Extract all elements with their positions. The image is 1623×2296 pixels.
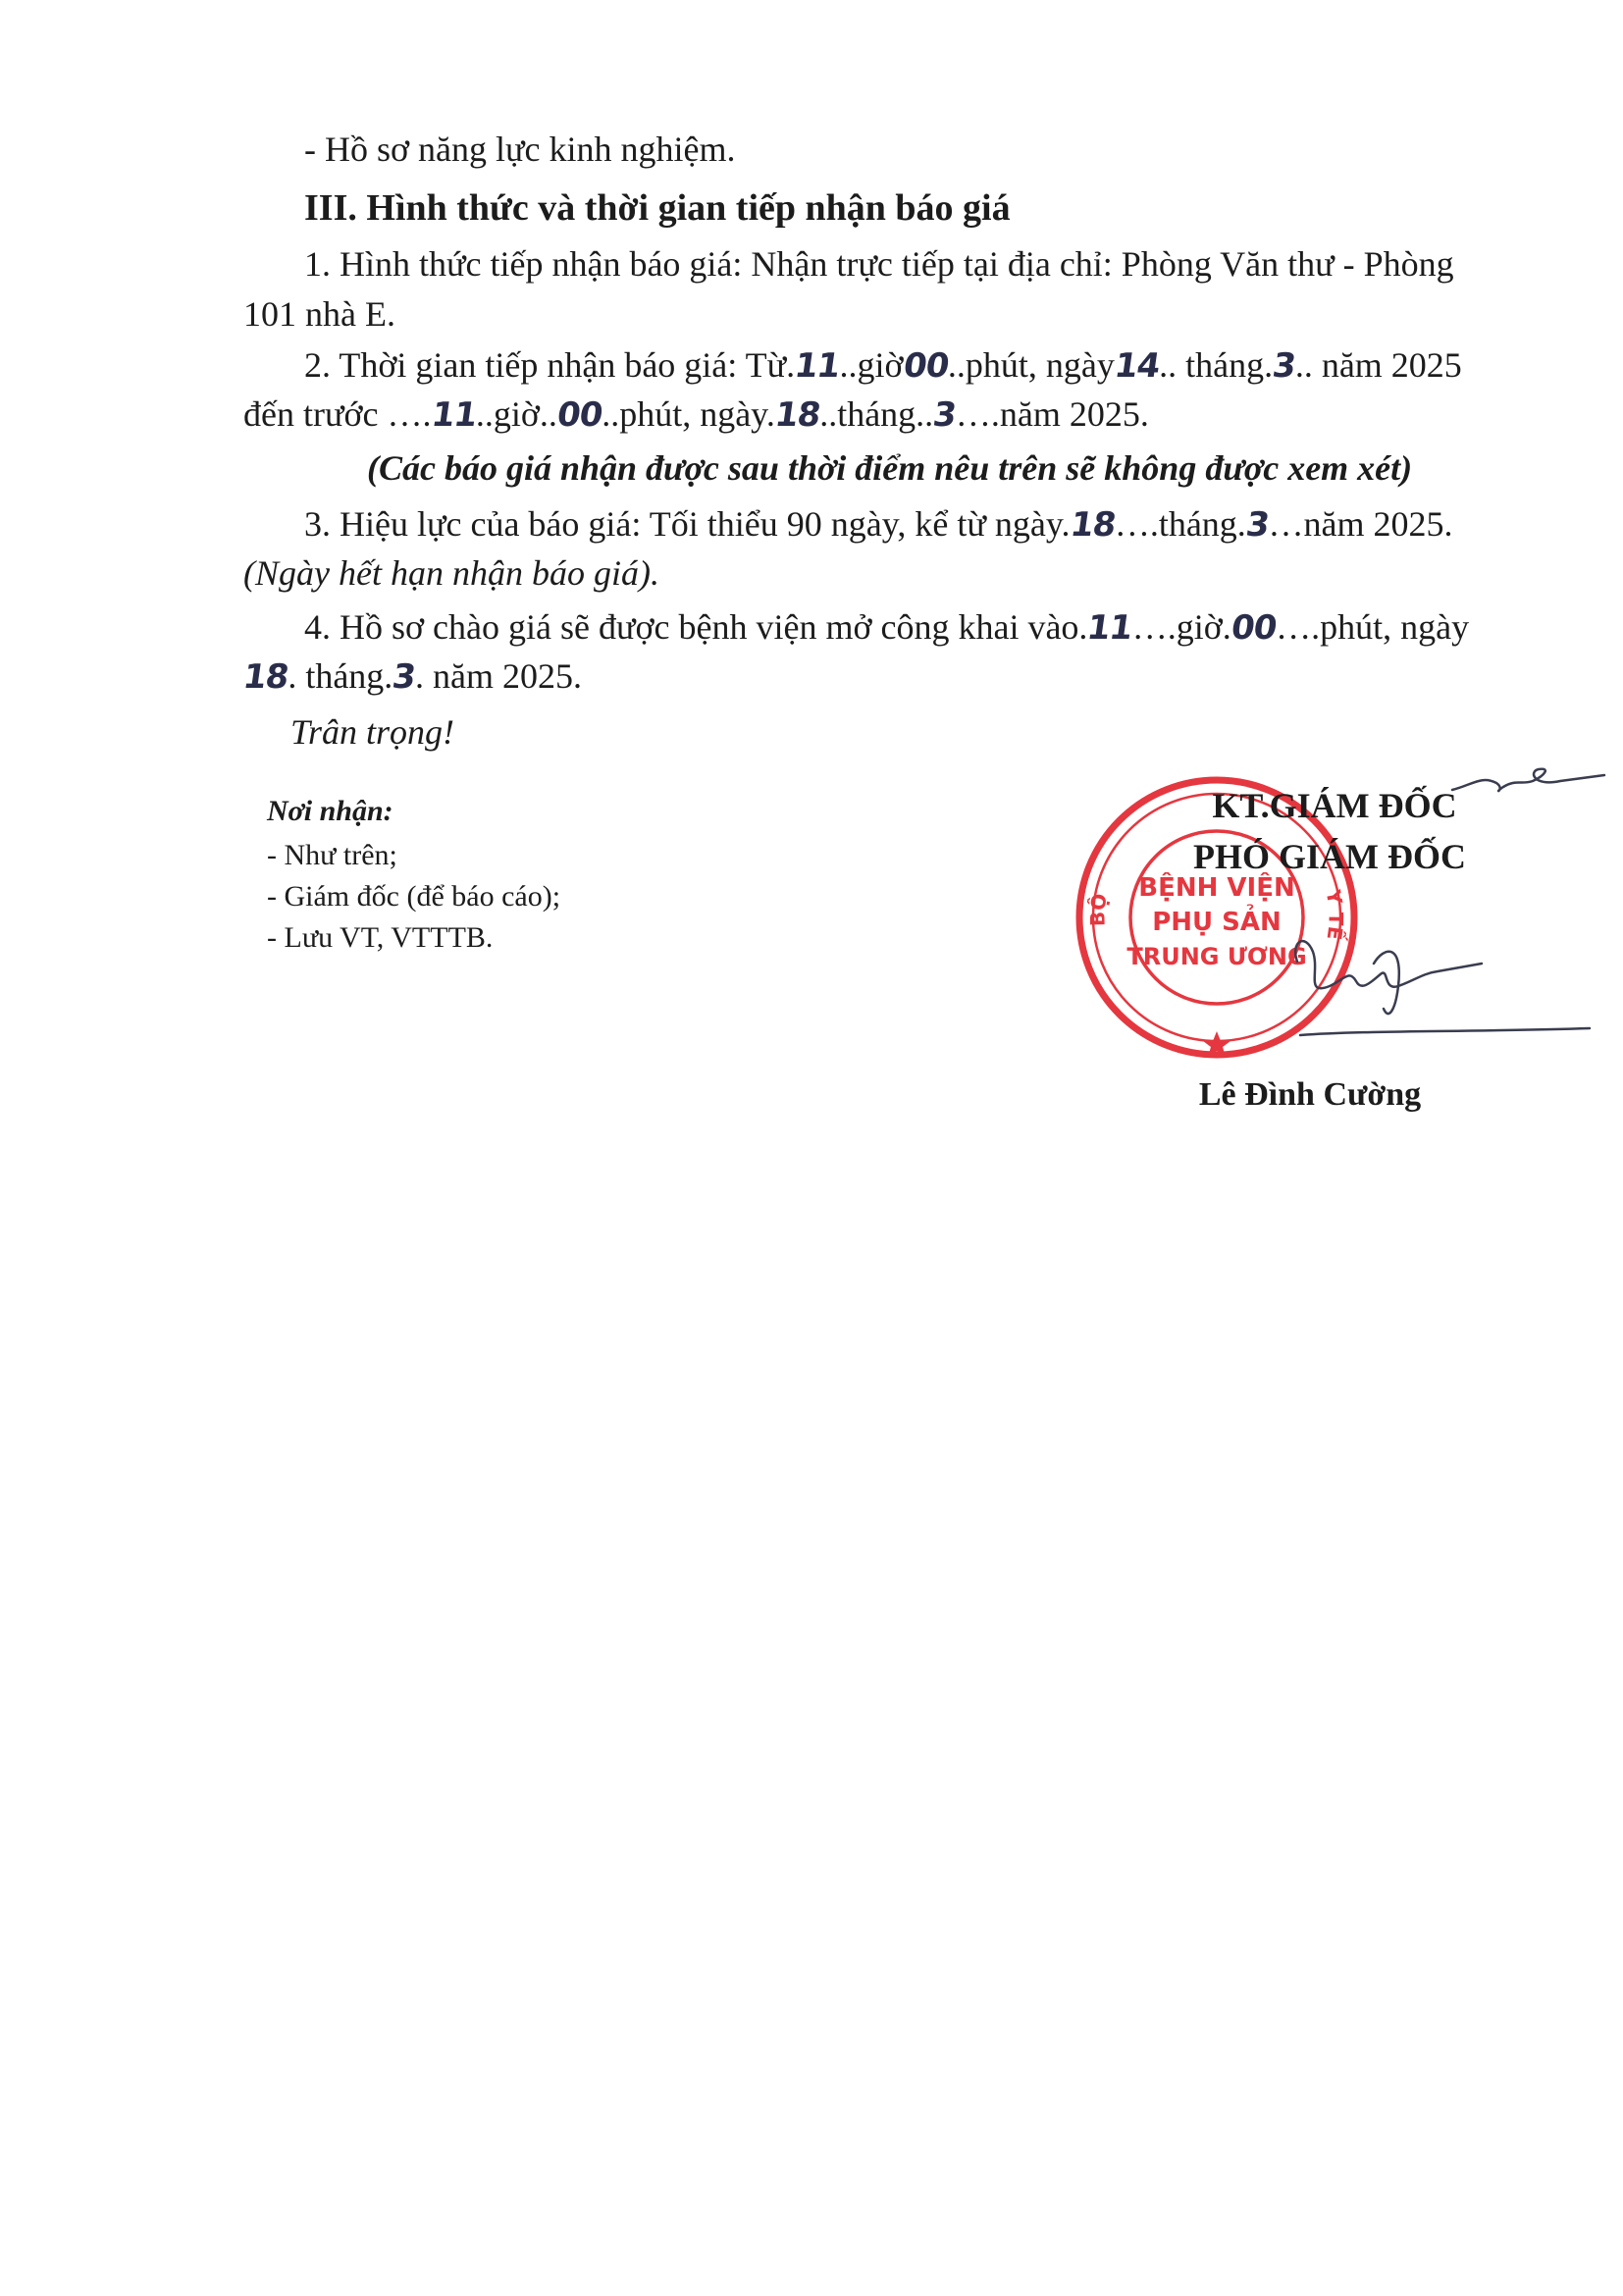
handwritten-hour: 11 [792, 346, 843, 386]
item2-text-2: ..giờ [839, 345, 904, 385]
stamp-text-2: PHỤ SẢN [1152, 908, 1282, 937]
item2-text-6: đến trước …. [243, 394, 432, 434]
item4-text-5: . năm 2025. [414, 656, 582, 696]
handwritten-month: 3 [1270, 346, 1298, 386]
signatory-name: Lê Đình Cường [1198, 1076, 1422, 1113]
closing-line: Trân trọng! [290, 712, 455, 752]
item4-text-2: ….giờ. [1131, 607, 1231, 647]
note-line: (Các báo giá nhận được sau thời điểm nêu trên sẽ không được xem xét) [367, 448, 1413, 488]
handwritten-hour-2: 11 [428, 395, 479, 435]
handwritten-minute: 00 [900, 346, 951, 386]
item4-text-4: . tháng. [288, 656, 393, 696]
profile-line: - Hồ sơ năng lực kinh nghiệm. [304, 130, 736, 169]
stamp-ring-left-text: BỘ [1085, 892, 1112, 927]
handwritten-day: 14 [1112, 346, 1162, 386]
item4-text-3: ….phút, ngày [1276, 607, 1470, 647]
handwritten-month-2: 3 [930, 395, 959, 435]
item3-text-2: ….tháng. [1114, 504, 1246, 544]
signatory-title-2: PHÓ GIÁM ĐỐC [1193, 837, 1466, 876]
item1-line-b: 101 nhà E. [243, 294, 395, 334]
recipient-item: - Lưu VT, VTTTB. [267, 921, 494, 954]
handwritten-minute-2: 00 [554, 395, 605, 435]
item3-text-3: …năm 2025. [1268, 504, 1453, 544]
handwritten-day-3: 18 [1067, 505, 1118, 545]
item4-text-1: 4. Hồ sơ chào giá sẽ được bệnh viện mở công khai vào. [304, 607, 1088, 647]
item2-text-7: ..giờ.. [475, 394, 557, 434]
recipients-title: Nơi nhận: [267, 795, 393, 827]
handwritten-hour-4: 11 [1084, 608, 1135, 648]
recipient-item: - Như trên; [267, 839, 397, 871]
item2-text-9: ..tháng.. [819, 394, 934, 434]
item3-line-a [304, 502, 1452, 547]
item3-line-b: (Ngày hết hạn nhận báo giá). [243, 553, 659, 593]
handwritten-day-2: 18 [772, 395, 822, 435]
stamp-text-3: TRUNG ƯƠNG [1126, 943, 1307, 970]
handwritten-day-4: 18 [240, 657, 291, 697]
item2-text-10: ….năm 2025. [955, 394, 1149, 434]
handwritten-minute-4: 00 [1229, 608, 1279, 648]
recipient-item: - Giám đốc (để báo cáo); [267, 880, 561, 913]
handwritten-signature [1276, 746, 1609, 1079]
handwritten-month-4: 3 [390, 657, 418, 697]
item2-text-1: 2. Thời gian tiếp nhận báo giá: Từ. [304, 345, 796, 385]
item2-text-8: ..phút, ngày. [602, 394, 775, 434]
item2-line-a [304, 343, 1462, 388]
item1-line-a: 1. Hình thức tiếp nhận báo giá: Nhận trực tiếp tại địa chỉ: Phòng Văn thư - Phòng [304, 244, 1454, 284]
item2-text-3: ..phút, ngày [947, 345, 1115, 385]
signatory-title-1: KT.GIÁM ĐỐC [1212, 786, 1457, 825]
item2-text-5: .. năm 2025 [1294, 345, 1462, 385]
item4-line-b [240, 654, 582, 699]
handwritten-month-3: 3 [1243, 505, 1272, 545]
item2-line-b [243, 392, 1149, 437]
section-heading: III. Hình thức và thời gian tiếp nhận báo giá [304, 187, 1011, 229]
item3-text-1: 3. Hiệu lực của báo giá: Tối thiểu 90 ngày, kể từ ngày. [304, 504, 1071, 544]
stamp-text-1: BỆNH VIỆN [1138, 873, 1295, 903]
stamp-ring-right-text: Y TẾ [1321, 887, 1348, 942]
item4-line-a [304, 605, 1469, 650]
item2-text-4: .. tháng. [1159, 345, 1274, 385]
